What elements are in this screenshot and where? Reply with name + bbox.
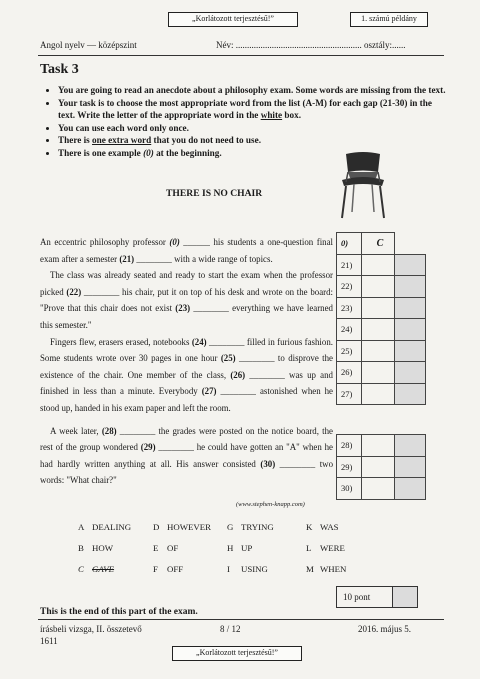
score-box bbox=[395, 478, 426, 500]
task-title: Task 3 bbox=[40, 62, 79, 77]
answer-row bbox=[337, 254, 426, 276]
answer-row bbox=[337, 340, 426, 362]
answer-row bbox=[337, 319, 426, 341]
instruction-1: • You are going to read an anecdote about a philosophy exam. Some words are missing from the text. bbox=[58, 84, 446, 97]
score-box bbox=[395, 362, 426, 384]
answer-input[interactable] bbox=[362, 340, 395, 362]
score-box bbox=[395, 435, 426, 457]
option-item: L WERE bbox=[306, 543, 345, 553]
score-box bbox=[395, 254, 426, 276]
answer-number: 0) bbox=[337, 233, 362, 255]
answer-row-example bbox=[337, 233, 426, 255]
story-paragraph-1: An eccentric philosophy professor (0) ______ his students a one-question final exam after a semester (21) ________ with a wide range of topics. bbox=[40, 237, 334, 264]
answer-number: 30) bbox=[337, 478, 362, 500]
option-item: H UP bbox=[227, 543, 253, 553]
option-item: F OFF bbox=[153, 564, 184, 574]
option-item: A DEALING bbox=[78, 522, 132, 532]
copy-number-box: 1. számú példány bbox=[350, 12, 428, 27]
end-of-part-text: This is the end of this part of the exam. bbox=[40, 607, 198, 617]
source-credit: (www.stephen-knapp.com) bbox=[236, 501, 305, 508]
story-paragraph-4: A week later, (28) ________ the grades were posted on the notice board, the rest of the group wondered (29) ________ he could have gotten an "A" when he had hardly written anything at all. His answer consisted (30) ________ two words: "What chair?" bbox=[40, 425, 334, 486]
option-item: B HOW bbox=[78, 543, 114, 553]
answer-input[interactable] bbox=[362, 276, 395, 298]
exam-date: 2016. május 5. bbox=[358, 624, 411, 634]
instruction-5: • There is one example (0) at the beginning. bbox=[58, 147, 446, 160]
exam-label: írásbeli vizsga, II. összetevő bbox=[40, 624, 142, 634]
option-item-example: C GAVE bbox=[78, 564, 115, 574]
instruction-3: • You can use each word only once. bbox=[58, 122, 446, 135]
restricted-stamp-top: „Korlátozott terjesztésű!” bbox=[168, 12, 298, 27]
score-box bbox=[395, 297, 426, 319]
instructions bbox=[40, 84, 446, 159]
answer-row bbox=[337, 456, 426, 478]
answer-input[interactable] bbox=[362, 254, 395, 276]
option-item: I USING bbox=[227, 564, 268, 574]
points-box bbox=[336, 586, 418, 608]
name-field: Név: ........................................................ osztály:...... bbox=[216, 40, 406, 50]
answer-input[interactable] bbox=[362, 362, 395, 384]
option-item: K WAS bbox=[306, 522, 339, 532]
answer-number: 24) bbox=[337, 319, 362, 341]
answer-input[interactable] bbox=[362, 435, 395, 457]
answer-number: 27) bbox=[337, 383, 362, 405]
story-paragraph-3: Fingers flew, erasers erased, notebooks (24) ________ filled in furious fashion. Some students wrote over 30 pages in one hour (25) ________ to disprove the existence of the chair. One member of the class, (26) ________ was up and finished in less than a minute. Everybody (27) ________ astonished when he stood up, handed in his exam paper and left the room. bbox=[40, 336, 333, 413]
instruction-4: • There is one extra word that you do not need to use. bbox=[58, 134, 446, 147]
answer-grid-top bbox=[336, 232, 426, 405]
answer-row bbox=[337, 276, 426, 298]
answer-number: 26) bbox=[337, 362, 362, 384]
subject-label: Angol nyelv — középszint bbox=[40, 40, 137, 50]
example-answer: C bbox=[362, 233, 395, 255]
answer-number: 25) bbox=[337, 340, 362, 362]
story-paragraph-2: The class was already seated and ready to start the exam when the professor picked (22) ________ his chair, put it on top of his desk and wrote on the board: "Prove that this chair does not exist (23) ________ everything we have learned this semester." bbox=[40, 270, 333, 330]
option-item: G TRYING bbox=[227, 522, 274, 532]
points-label: 10 pont bbox=[343, 592, 371, 602]
answer-number: 28) bbox=[337, 435, 362, 457]
score-box bbox=[395, 276, 426, 298]
answer-row bbox=[337, 362, 426, 384]
story-title: THERE IS NO CHAIR bbox=[166, 188, 263, 199]
score-box bbox=[395, 383, 426, 405]
score-box bbox=[395, 456, 426, 478]
header-rule bbox=[38, 55, 444, 56]
answer-input[interactable] bbox=[362, 383, 395, 405]
answer-grid-bottom bbox=[336, 434, 426, 500]
option-item: D HOWEVER bbox=[153, 522, 211, 532]
answer-row bbox=[337, 383, 426, 405]
instruction-2: • Your task is to choose the most appropriate word from the list (A-M) for each gap (21-30) in the text. Write the letter of the appropriate word in the white box. bbox=[58, 97, 446, 122]
score-box bbox=[395, 340, 426, 362]
answer-row bbox=[337, 297, 426, 319]
answer-row bbox=[337, 435, 426, 457]
restricted-stamp-bottom: „Korlátozott terjesztésű!” bbox=[172, 646, 302, 661]
story-text bbox=[40, 234, 333, 489]
option-item: M WHEN bbox=[306, 564, 347, 574]
answer-number: 22) bbox=[337, 276, 362, 298]
option-item: E OF bbox=[153, 543, 179, 553]
answer-input[interactable] bbox=[362, 297, 395, 319]
answer-input[interactable] bbox=[362, 478, 395, 500]
page-number: 8 / 12 bbox=[220, 624, 241, 634]
answer-number: 23) bbox=[337, 297, 362, 319]
exam-code: 1611 bbox=[40, 636, 58, 646]
footer-rule bbox=[38, 619, 444, 620]
answer-number: 29) bbox=[337, 456, 362, 478]
answer-input[interactable] bbox=[362, 319, 395, 341]
answer-input[interactable] bbox=[362, 456, 395, 478]
points-score-box bbox=[392, 587, 417, 607]
answer-row bbox=[337, 478, 426, 500]
answer-number: 21) bbox=[337, 254, 362, 276]
score-box bbox=[395, 319, 426, 341]
chair-illustration bbox=[336, 150, 390, 220]
